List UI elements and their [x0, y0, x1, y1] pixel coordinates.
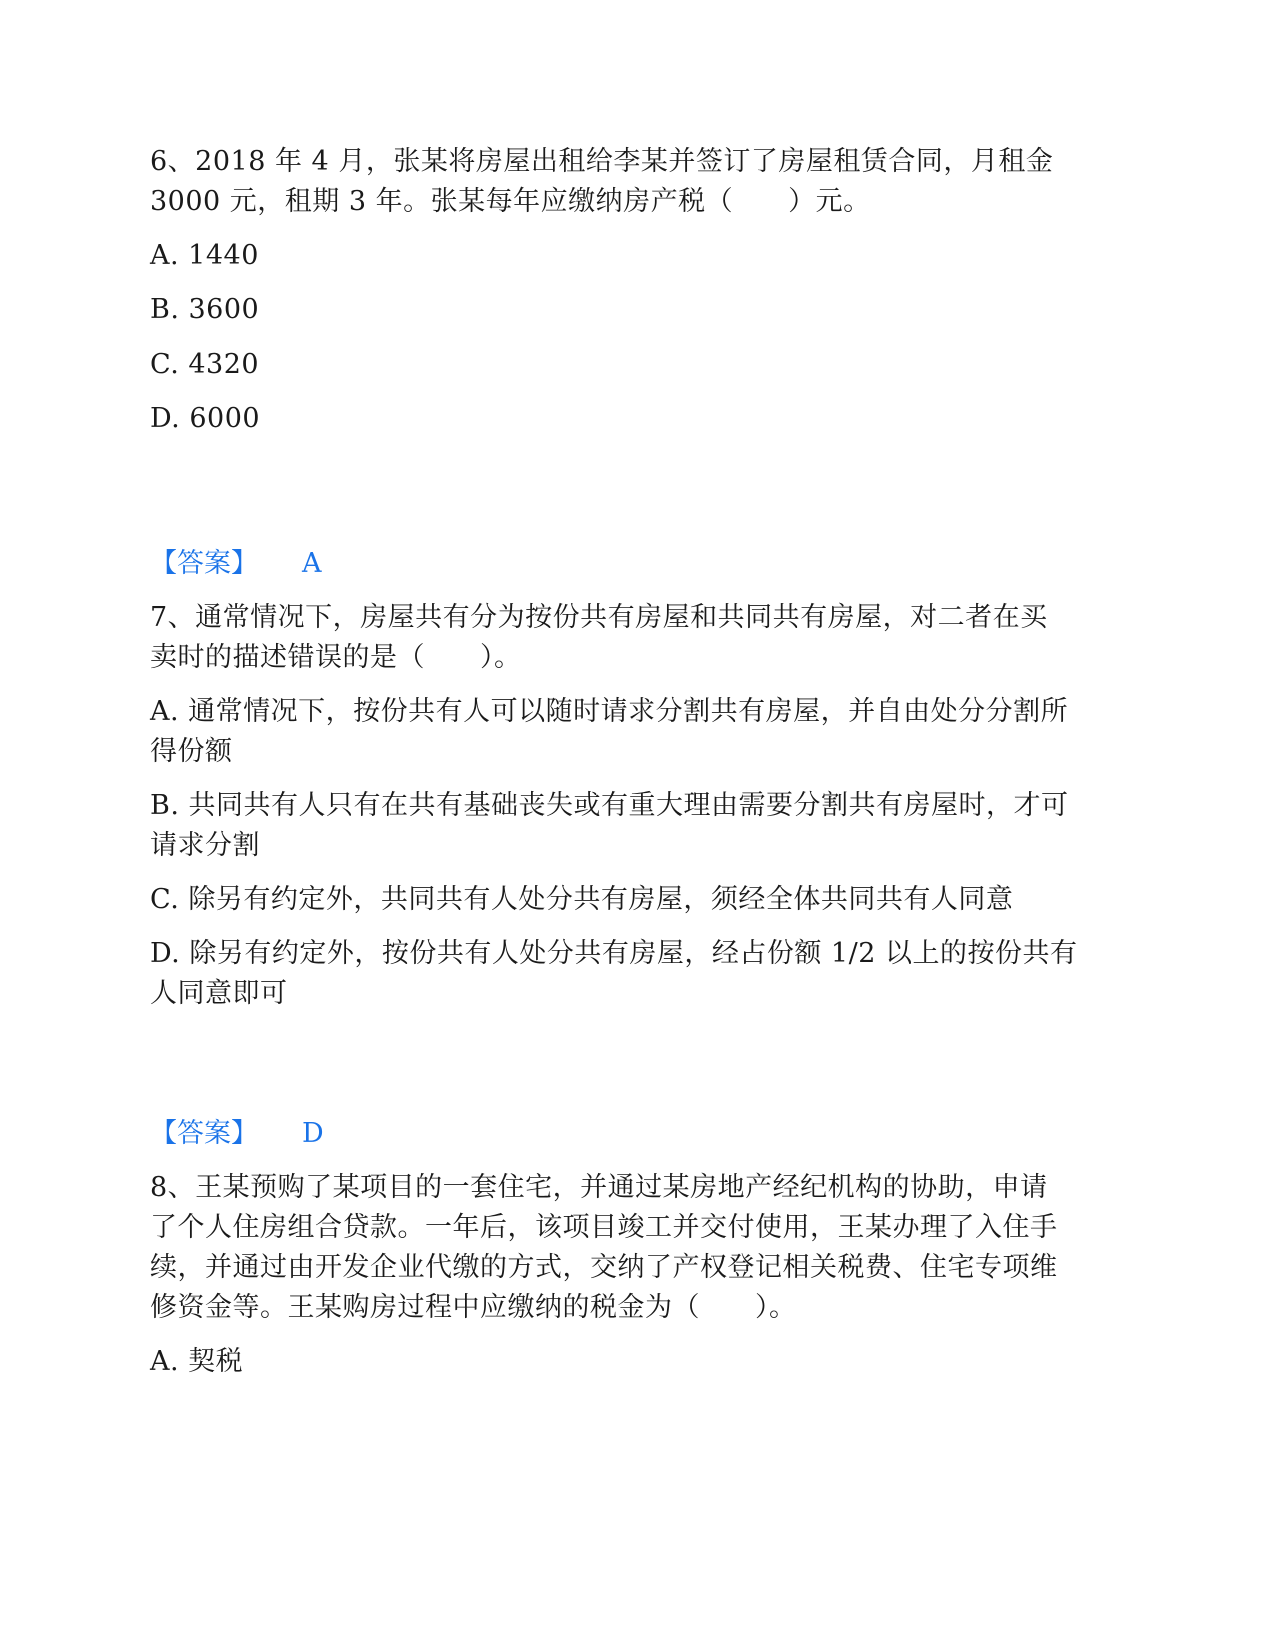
question-7-option-d-line-2: 人同意即可 [150, 978, 288, 1009]
question-7-option-d-line-1: D. 除另有约定外，按份共有人处分共有房屋，经占份额 1/2 以上的按份共有 [150, 938, 1078, 969]
question-8-option-a: A. 契税 [150, 1346, 244, 1377]
question-8-stem-line-3: 续，并通过由开发企业代缴的方式，交纳了产权登记相关税费、住宅专项维 [150, 1252, 1058, 1283]
question-6-option-c: C. 4320 [150, 349, 260, 380]
question-6-stem-line-1: 6、2018 年 4 月，张某将房屋出租给李某并签订了房屋租赁合同，月租金 [150, 146, 1054, 177]
question-7-stem-line-1: 7、通常情况下，房屋共有分为按份共有房屋和共同共有房屋，对二者在买 [150, 602, 1048, 633]
answer-label: 【答案】 [150, 1118, 258, 1149]
question-8-stem-line-1: 8、王某预购了某项目的一套住宅，并通过某房地产经纪机构的协助，申请 [150, 1172, 1048, 1203]
answer-value: D [302, 1118, 324, 1149]
question-7-option-b-line-1: B. 共同共有人只有在共有基础丧失或有重大理由需要分割共有房屋时，才可 [150, 790, 1069, 821]
question-7-option-a-line-1: A. 通常情况下，按份共有人可以随时请求分割共有房屋，并自由处分分割所 [150, 696, 1069, 727]
question-7-option-a-line-2: 得份额 [150, 736, 233, 767]
question-8-stem-line-2: 了个人住房组合贷款。一年后，该项目竣工并交付使用，王某办理了入住手 [150, 1212, 1058, 1243]
question-6-option-b: B. 3600 [150, 294, 260, 325]
question-7-stem-line-2: 卖时的描述错误的是（ ）。 [150, 642, 522, 673]
question-6-option-a: A. 1440 [150, 240, 259, 271]
question-7-option-c: C. 除另有约定外，共同共有人处分共有房屋，须经全体共同共有人同意 [150, 884, 1014, 915]
question-6-option-d: D. 6000 [150, 403, 261, 434]
question-6-stem-line-2: 3000 元，租期 3 年。张某每年应缴纳房产税（ ）元。 [150, 186, 871, 217]
question-8-stem-line-4: 修资金等。王某购房过程中应缴纳的税金为（ ）。 [150, 1292, 797, 1323]
question-7-answer [150, 1114, 324, 1154]
answer-value: A [302, 548, 322, 579]
question-6-answer [150, 544, 322, 584]
answer-label: 【答案】 [150, 548, 258, 579]
question-7-option-b-line-2: 请求分割 [150, 830, 260, 861]
